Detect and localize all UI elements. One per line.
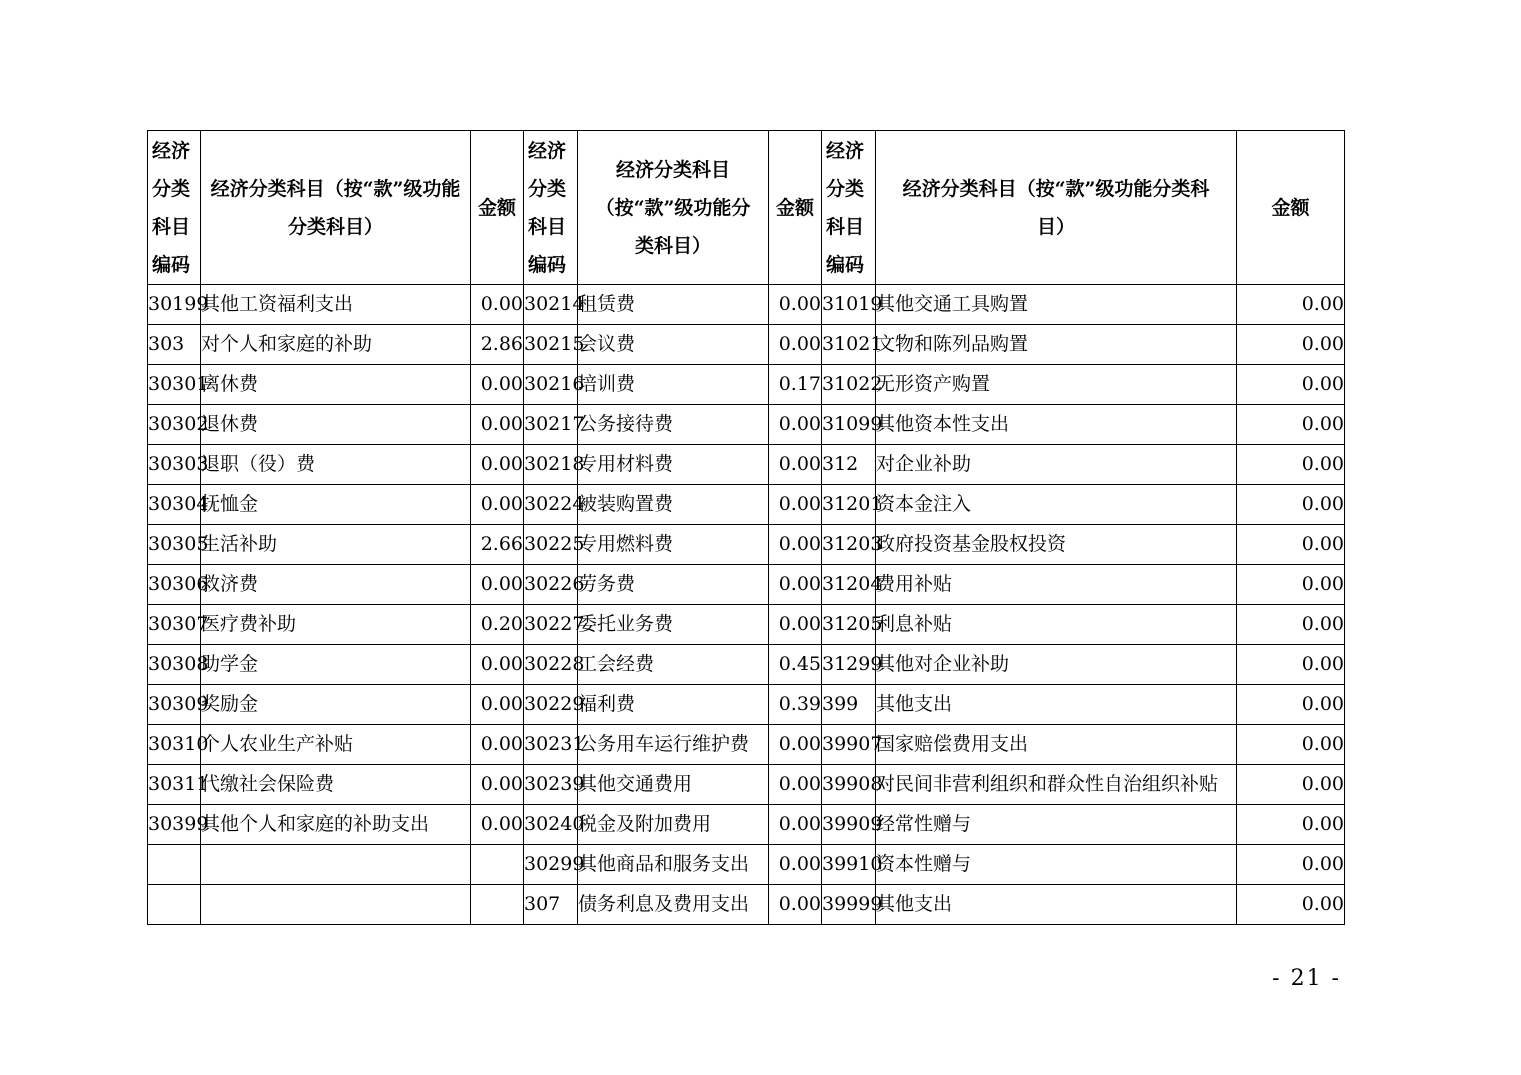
- cell-name: 其他资本性支出: [876, 405, 1237, 445]
- cell-name: 经常性赠与: [876, 805, 1237, 845]
- cell-amount: 0.00: [1237, 325, 1345, 365]
- cell-name: 其他工资福利支出: [201, 285, 471, 325]
- table-body: [148, 285, 1345, 925]
- cell-code: 31299: [822, 645, 876, 685]
- table-row: [148, 765, 1345, 805]
- cell-amount: 0.00: [1237, 285, 1345, 325]
- cell-code: 307: [524, 885, 578, 925]
- cell-amount: 0.00: [769, 565, 822, 605]
- cell-amount: 0.00: [1237, 605, 1345, 645]
- header-amount-1: 金额: [471, 131, 524, 285]
- cell-code: 30303: [148, 445, 201, 485]
- cell-code: 30218: [524, 445, 578, 485]
- cell-code: 31099: [822, 405, 876, 445]
- cell-amount: 2.86: [471, 325, 524, 365]
- header-name-2: 经济分类科目（按“款”级功能分类科目）: [578, 131, 769, 285]
- cell-code: 399: [822, 685, 876, 725]
- cell-name: 对企业补助: [876, 445, 1237, 485]
- cell-code: 31201: [822, 485, 876, 525]
- cell-name: 公务用车运行维护费: [578, 725, 769, 765]
- table-row: [148, 365, 1345, 405]
- cell-name: 被装购置费: [578, 485, 769, 525]
- cell-amount: 0.00: [1237, 485, 1345, 525]
- cell-amount: 0.00: [769, 845, 822, 885]
- cell-amount: 0.00: [1237, 885, 1345, 925]
- cell-code: 30231: [524, 725, 578, 765]
- cell-amount: 0.00: [1237, 405, 1345, 445]
- cell-code: 30240: [524, 805, 578, 845]
- cell-code: 30307: [148, 605, 201, 645]
- cell-amount: 0.39: [769, 685, 822, 725]
- cell-name: 公务接待费: [578, 405, 769, 445]
- cell-amount: 0.00: [769, 445, 822, 485]
- cell-name: 租赁费: [578, 285, 769, 325]
- cell-name: 生活补助: [201, 525, 471, 565]
- cell-name: 其他交通工具购置: [876, 285, 1237, 325]
- cell-amount: 0.17: [769, 365, 822, 405]
- cell-name: 对民间非营利组织和群众性自治组织补贴: [876, 765, 1237, 805]
- cell-code: 30224: [524, 485, 578, 525]
- table-row: [148, 845, 1345, 885]
- cell-amount: 0.00: [769, 605, 822, 645]
- cell-code: 30308: [148, 645, 201, 685]
- cell-code: 30217: [524, 405, 578, 445]
- cell-name: 其他支出: [876, 685, 1237, 725]
- cell-amount: 0.00: [769, 805, 822, 845]
- cell-code: 30399: [148, 805, 201, 845]
- cell-name: 抚恤金: [201, 485, 471, 525]
- cell-amount: 0.00: [471, 365, 524, 405]
- cell-code: 31022: [822, 365, 876, 405]
- cell-name: 对个人和家庭的补助: [201, 325, 471, 365]
- cell-amount: 0.00: [1237, 725, 1345, 765]
- cell-amount: 0.00: [769, 765, 822, 805]
- table-header-row: [148, 131, 1345, 285]
- cell-code: 31204: [822, 565, 876, 605]
- table-row: [148, 485, 1345, 525]
- cell-code: 30225: [524, 525, 578, 565]
- cell-amount: 0.00: [471, 565, 524, 605]
- header-code-2: 经济分类科目编码: [524, 131, 578, 285]
- cell-name: 其他个人和家庭的补助支出: [201, 805, 471, 845]
- cell-amount: 0.00: [769, 325, 822, 365]
- cell-name: 国家赔偿费用支出: [876, 725, 1237, 765]
- cell-code: 30302: [148, 405, 201, 445]
- cell-name: 利息补贴: [876, 605, 1237, 645]
- cell-code: 30309: [148, 685, 201, 725]
- table-row: [148, 325, 1345, 365]
- cell-name: 救济费: [201, 565, 471, 605]
- cell-code: 39907: [822, 725, 876, 765]
- cell-name: 劳务费: [578, 565, 769, 605]
- cell-code: 39999: [822, 885, 876, 925]
- cell-code: 303: [148, 325, 201, 365]
- cell-name: 培训费: [578, 365, 769, 405]
- header-name-1: 经济分类科目（按“款”级功能分类科目）: [201, 131, 471, 285]
- cell-amount: 0.00: [769, 285, 822, 325]
- cell-amount: 0.00: [769, 525, 822, 565]
- cell-name: 奖励金: [201, 685, 471, 725]
- cell-amount: 0.00: [1237, 805, 1345, 845]
- cell-code: 30228: [524, 645, 578, 685]
- cell-code: 30227: [524, 605, 578, 645]
- cell-amount: 0.00: [769, 885, 822, 925]
- cell-name: 其他对企业补助: [876, 645, 1237, 685]
- cell-name: 个人农业生产补贴: [201, 725, 471, 765]
- cell-code: 30306: [148, 565, 201, 605]
- table-row: [148, 565, 1345, 605]
- cell-code: 30301: [148, 365, 201, 405]
- cell-code: 30229: [524, 685, 578, 725]
- cell-code: 30299: [524, 845, 578, 885]
- cell-code: 39910: [822, 845, 876, 885]
- header-code-1: 经济分类科目编码: [148, 131, 201, 285]
- cell-name: 代缴社会保险费: [201, 765, 471, 805]
- table-row: [148, 685, 1345, 725]
- cell-name: 专用燃料费: [578, 525, 769, 565]
- cell-name: 委托业务费: [578, 605, 769, 645]
- cell-amount: 0.00: [1237, 845, 1345, 885]
- cell-code: 30311: [148, 765, 201, 805]
- cell-amount: 0.00: [471, 285, 524, 325]
- cell-amount: 0.00: [1237, 565, 1345, 605]
- cell-amount: 0.20: [471, 605, 524, 645]
- table-row: [148, 285, 1345, 325]
- cell-amount: 0.00: [1237, 685, 1345, 725]
- cell-code: 30214: [524, 285, 578, 325]
- cell-name: 其他交通费用: [578, 765, 769, 805]
- cell-name: 医疗费补助: [201, 605, 471, 645]
- cell-name: 其他商品和服务支出: [578, 845, 769, 885]
- cell-amount: 0.00: [471, 725, 524, 765]
- cell-name: 助学金: [201, 645, 471, 685]
- cell-name: 工会经费: [578, 645, 769, 685]
- cell-name: 退职（役）费: [201, 445, 471, 485]
- cell-amount: 0.00: [471, 685, 524, 725]
- cell-amount: [471, 845, 524, 885]
- expenditure-table: [147, 130, 1345, 925]
- cell-amount: 0.00: [1237, 765, 1345, 805]
- cell-amount: [471, 885, 524, 925]
- table-row: [148, 885, 1345, 925]
- cell-amount: 0.00: [1237, 645, 1345, 685]
- cell-amount: 0.00: [471, 645, 524, 685]
- cell-name: 资本金注入: [876, 485, 1237, 525]
- cell-amount: 0.00: [769, 725, 822, 765]
- table-row: [148, 645, 1345, 685]
- cell-name: 其他支出: [876, 885, 1237, 925]
- cell-code: 39909: [822, 805, 876, 845]
- cell-code: 31019: [822, 285, 876, 325]
- cell-code: 30226: [524, 565, 578, 605]
- header-amount-2: 金额: [769, 131, 822, 285]
- cell-name: 债务利息及费用支出: [578, 885, 769, 925]
- cell-name: 专用材料费: [578, 445, 769, 485]
- cell-amount: 0.00: [471, 805, 524, 845]
- header-amount-3: 金额: [1237, 131, 1345, 285]
- table-row: [148, 725, 1345, 765]
- table-row: [148, 605, 1345, 645]
- cell-code: 31021: [822, 325, 876, 365]
- cell-amount: 0.00: [471, 405, 524, 445]
- cell-code: [148, 885, 201, 925]
- cell-amount: 0.00: [471, 485, 524, 525]
- table-row: [148, 805, 1345, 845]
- cell-name: 费用补贴: [876, 565, 1237, 605]
- cell-name: 资本性赠与: [876, 845, 1237, 885]
- cell-code: 30305: [148, 525, 201, 565]
- cell-code: 31203: [822, 525, 876, 565]
- cell-amount: 0.00: [769, 485, 822, 525]
- cell-name: 离休费: [201, 365, 471, 405]
- cell-code: [148, 845, 201, 885]
- cell-amount: 0.00: [1237, 365, 1345, 405]
- cell-name: 文物和陈列品购置: [876, 325, 1237, 365]
- cell-code: 30304: [148, 485, 201, 525]
- cell-amount: 0.00: [769, 405, 822, 445]
- cell-code: 30239: [524, 765, 578, 805]
- table-row: [148, 405, 1345, 445]
- header-name-3: 经济分类科目（按“款”级功能分类科目）: [876, 131, 1237, 285]
- cell-amount: 0.00: [1237, 525, 1345, 565]
- cell-amount: 0.00: [471, 765, 524, 805]
- cell-name: 会议费: [578, 325, 769, 365]
- cell-code: 39908: [822, 765, 876, 805]
- cell-code: 312: [822, 445, 876, 485]
- table-row: [148, 525, 1345, 565]
- cell-name: 退休费: [201, 405, 471, 445]
- cell-code: 30310: [148, 725, 201, 765]
- cell-name: 福利费: [578, 685, 769, 725]
- cell-amount: 2.66: [471, 525, 524, 565]
- page-number: - 21 -: [1272, 966, 1341, 991]
- cell-name: 无形资产购置: [876, 365, 1237, 405]
- cell-code: 30215: [524, 325, 578, 365]
- table-row: [148, 445, 1345, 485]
- cell-name: [201, 885, 471, 925]
- cell-name: 政府投资基金股权投资: [876, 525, 1237, 565]
- header-code-3: 经济分类科目编码: [822, 131, 876, 285]
- cell-name: [201, 845, 471, 885]
- cell-amount: 0.00: [1237, 445, 1345, 485]
- cell-name: 税金及附加费用: [578, 805, 769, 845]
- cell-code: 31205: [822, 605, 876, 645]
- cell-amount: 0.00: [471, 445, 524, 485]
- cell-code: 30199: [148, 285, 201, 325]
- cell-amount: 0.45: [769, 645, 822, 685]
- cell-code: 30216: [524, 365, 578, 405]
